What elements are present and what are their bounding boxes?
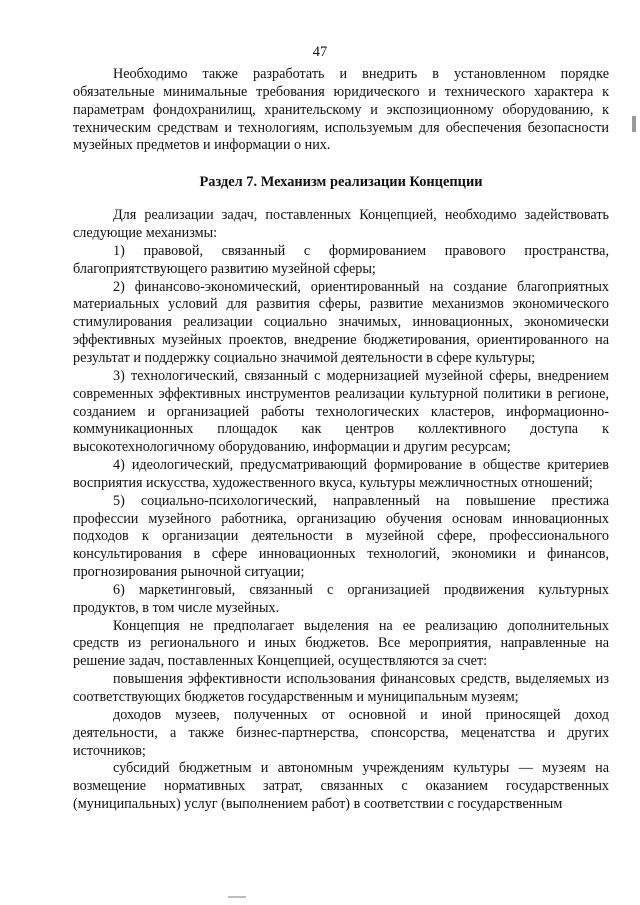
paragraph-funding-efficiency: повышения эффективности использования финансовых средств, выделяемых из соответствующих бюджетов государственным и муниципальным музеям; — [73, 671, 609, 705]
intro-paragraph: Необходимо также разработать и внедрить в установленном порядке обязательные минимальные требования юридического и технического характера к параметрам фондохранилищ, хранительскому и экспозиционному оборудованию, к техническим средствам и технологиям, используемым для обеспечения безопасности музейных предметов и информации о них. — [73, 66, 609, 154]
scan-bottom-mark — [228, 896, 246, 898]
paragraph-funding-subsidies: субсидий бюджетным и автономным учреждениям культуры — музеям на возмещение нормативных затрат, связанных с оказанием государственных (муниципальных) услуг (выполнением работ) в соответствии с государственным — [73, 760, 609, 813]
section-heading: Раздел 7. Механизм реализации Концепции — [199, 174, 483, 191]
page-number: 47 — [312, 44, 328, 60]
paragraph-technological-mechanism: 3) технологический, связанный с модернизацией музейной сферы, внедрением современных эффективных инструментов реализации культурной политики в регионе, созданием и организацией работы технологических кластеров, информационно-коммуникационных площадок как центров коллективного доступа к высокотехнологичному оборудованию, информации и другим ресурсам; — [73, 367, 609, 456]
paragraph-legal-mechanism: 1) правовой, связанный с формированием правового пространства, благоприятствующего развитию музейной сферы; — [73, 242, 609, 277]
paragraph-implementation-lead: Для реализации задач, поставленных Концепцией, необходимо задействовать следующие механизмы: — [73, 207, 609, 242]
document-body — [73, 66, 609, 814]
paragraph-financial-mechanism: 2) финансово-экономический, ориентированный на создание благоприятных материальных условий для развития сферы, развитие механизмов экономического стимулирования реализации социально значимых, инновационных, экономически эффективных музейных проектов, внедрение бюджетирования, ориентированного на результат и поддержку социально значимой деятельности в сфере культуры; — [73, 278, 609, 366]
paragraph-marketing-mechanism: 6) маркетинговый, связанный с организацией продвижения культурных продуктов, в том числе музейных. — [73, 581, 609, 616]
paragraph-socio-psychological-mechanism: 5) социально-психологический, направленный на повышение престижа профессии музейного работника, организацию обучения основам инновационных подходов к организации деятельности в музейной сфере, профессионального консультирования в сфере инновационных технологий, экономики и финансов, прогнозирования рыночной ситуации; — [73, 492, 609, 581]
scan-edge-mark — [632, 116, 636, 132]
paragraph-funding-income: доходов музеев, полученных от основной и иной приносящей доход деятельности, а также бизнес-партнерства, спонсорства, меценатства и других источников; — [73, 706, 609, 759]
paragraph-ideological-mechanism: 4) идеологический, предусматривающий формирование в обществе критериев восприятия искусства, художественного вкуса, культуры межличностных отношений; — [73, 457, 609, 491]
paragraph-funding-note: Концепция не предполагает выделения на ее реализацию дополнительных средств из регионального и иных бюджетов. Все мероприятия, направленные на решение задач, поставленных Концепцией, осуществляются за счет: — [73, 617, 609, 670]
